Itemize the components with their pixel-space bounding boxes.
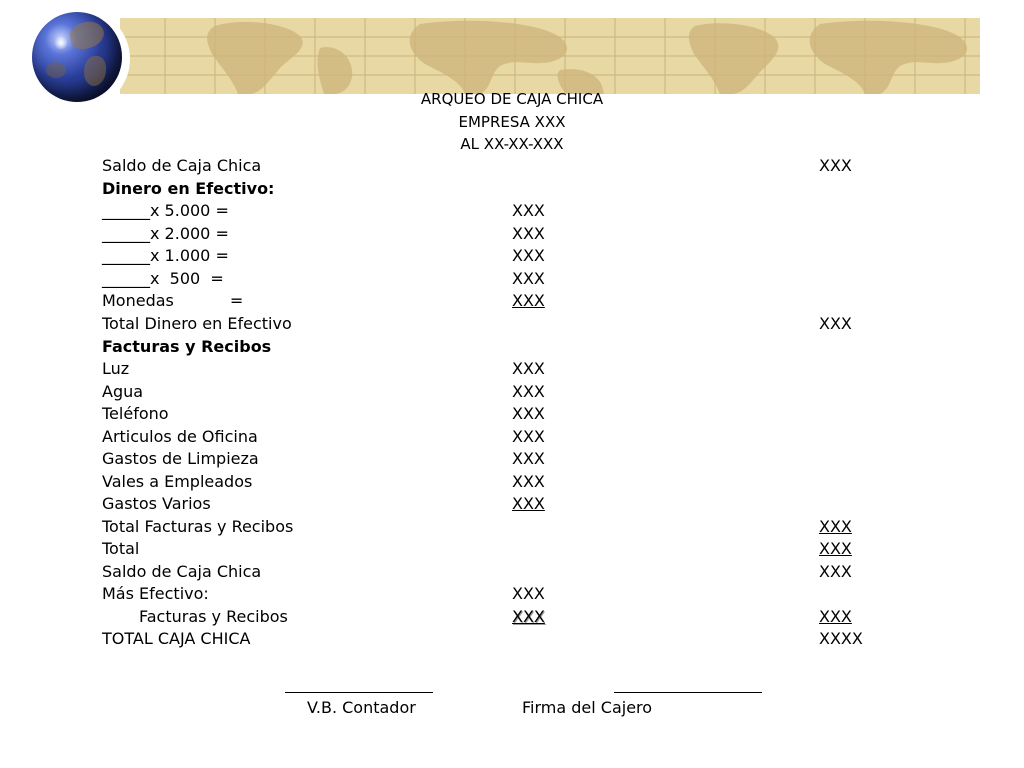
table-row — [102, 426, 962, 448]
row-label: Facturas y Recibos — [102, 337, 272, 356]
row-amount: XXX — [512, 472, 545, 491]
table-row — [102, 290, 962, 312]
row-amount: XXX — [512, 224, 545, 243]
section-heading-invoices — [102, 336, 962, 358]
row-total: XXX — [819, 517, 852, 536]
company-name: EMPRESA XXX — [458, 113, 566, 131]
row-label: ______x 5.000 = — [102, 201, 229, 220]
row-label: Teléfono — [102, 404, 169, 423]
row-total: XXX — [819, 539, 852, 558]
row-amount: XXX — [512, 404, 545, 423]
table-row — [102, 155, 962, 177]
table-row — [102, 628, 962, 650]
report-date: AL XX-XX-XXX — [460, 135, 564, 153]
row-total: XXX — [819, 562, 852, 581]
table-row — [102, 245, 962, 267]
row-amount: XXX — [512, 291, 545, 310]
section-heading-cash — [102, 178, 962, 200]
row-amount: XXX — [512, 427, 545, 446]
table-row — [102, 493, 962, 515]
table-row — [102, 403, 962, 425]
row-label: Total Dinero en Efectivo — [102, 314, 292, 333]
row-amount: XXX — [512, 246, 545, 265]
row-amount: XXX — [512, 584, 545, 603]
row-amount: XXX — [512, 494, 545, 513]
table-row — [102, 538, 962, 560]
row-amount: XXX — [512, 359, 545, 378]
row-amount: XXX — [512, 449, 545, 468]
row-amount: XXX — [512, 201, 545, 220]
signature-label-cashier: Firma del Cajero — [522, 698, 653, 717]
row-label: Gastos Varios — [102, 494, 211, 513]
row-amount: XXX — [512, 382, 545, 401]
row-label: ______x 2.000 = — [102, 224, 229, 243]
world-map-banner — [120, 18, 980, 94]
world-map-graphic — [120, 18, 980, 94]
table-row — [102, 516, 962, 538]
table-row — [102, 381, 962, 403]
row-label: TOTAL CAJA CHICA — [102, 629, 251, 648]
document-title: ARQUEO DE CAJA CHICA — [420, 90, 604, 108]
row-label: Vales a Empleados — [102, 472, 253, 491]
table-row — [102, 448, 962, 470]
table-row — [102, 358, 962, 380]
table-row — [102, 223, 962, 245]
row-amount: XXX — [512, 607, 545, 626]
table-row — [102, 200, 962, 222]
row-total: XXX — [819, 314, 852, 333]
row-label: Gastos de Limpieza — [102, 449, 259, 468]
table-row — [102, 268, 962, 290]
table-row — [102, 606, 962, 628]
row-label: Total Facturas y Recibos — [102, 517, 294, 536]
row-label: Luz — [102, 359, 130, 378]
row-total: XXX — [819, 156, 852, 175]
signature-label-accountant: V.B. Contador — [307, 698, 416, 717]
row-label: ______x 1.000 = — [102, 246, 229, 265]
table-row — [102, 561, 962, 583]
row-label: Total — [102, 539, 140, 558]
table-row — [102, 471, 962, 493]
signature-line-accountant — [285, 692, 433, 693]
row-label: Monedas = — [102, 291, 244, 310]
row-total: XXX — [819, 607, 852, 626]
row-total: XXXX — [819, 629, 863, 648]
row-label: Saldo de Caja Chica — [102, 156, 262, 175]
row-label: Agua — [102, 382, 144, 401]
row-amount: XXX — [512, 269, 545, 288]
signature-line-cashier — [614, 692, 762, 693]
row-label: Más Efectivo: — [102, 584, 209, 603]
table-row — [102, 583, 962, 605]
row-label: Articulos de Oficina — [102, 427, 258, 446]
row-label: Saldo de Caja Chica — [102, 562, 262, 581]
row-label: ______x 500 = — [102, 269, 224, 288]
row-label: Facturas y Recibos — [139, 607, 288, 626]
table-row — [102, 313, 962, 335]
row-label: Dinero en Efectivo: — [102, 179, 275, 198]
